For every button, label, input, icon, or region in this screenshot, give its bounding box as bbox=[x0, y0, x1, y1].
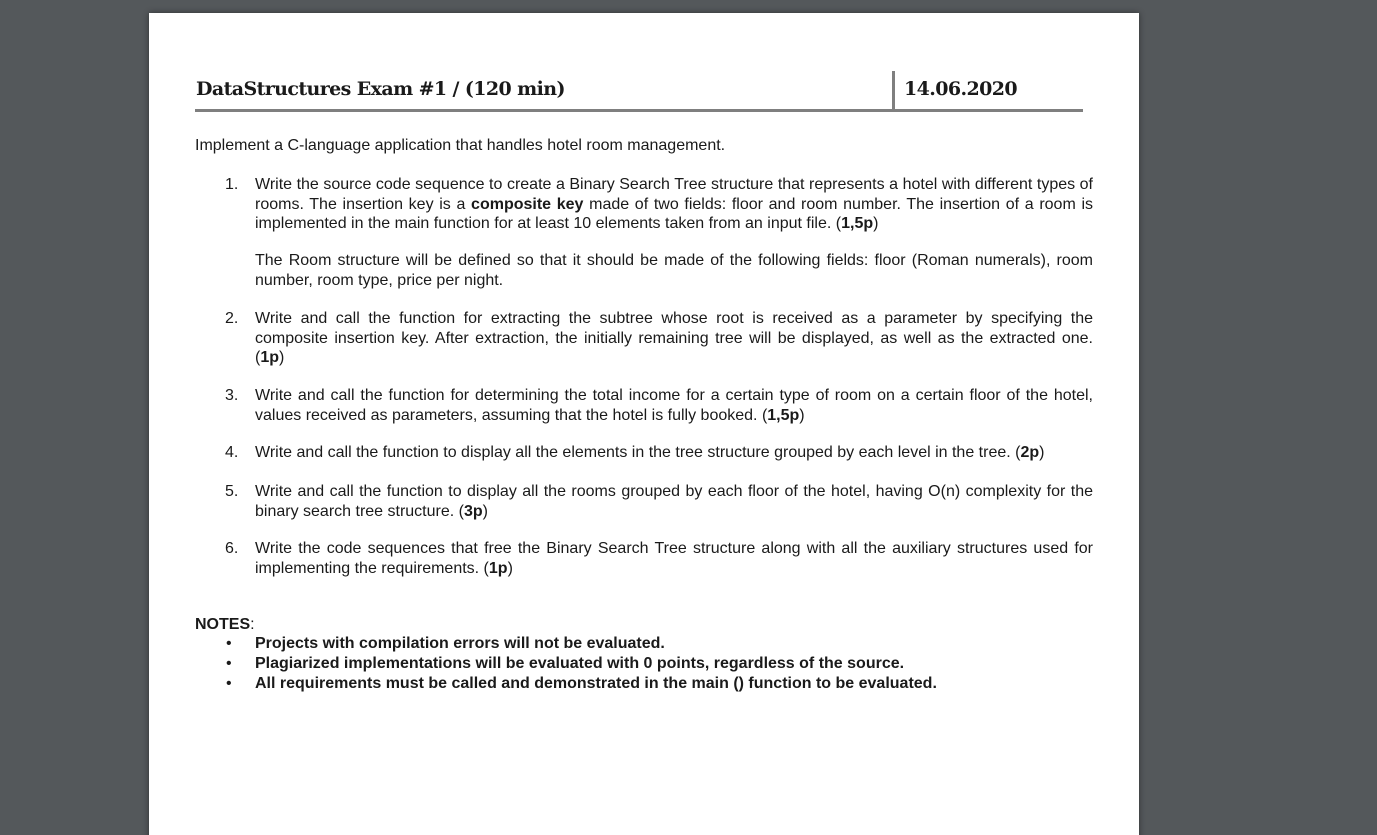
requirement-item: Write the code sequences that free the Binary Search Tree structure along with all the auxiliary structures used for implementing the requirements. (1p) bbox=[255, 540, 1093, 577]
requirement-item: Write and call the function to display all the rooms grouped by each floor of the hotel, having O(n) complexity for the binary search tree structure. (3p) bbox=[255, 483, 1093, 520]
document-page bbox=[149, 13, 1139, 835]
points-value: 1p bbox=[488, 559, 508, 577]
intro-text: Implement a C-language application that handles hotel room management. bbox=[195, 137, 726, 154]
exam-title: DataStructures Exam #1 / (120 min) bbox=[196, 78, 565, 100]
requirement-item: Write and call the function to display all the elements in the tree structure grouped by each level in the tree. (2p) bbox=[255, 444, 1045, 461]
requirement-number: 2. bbox=[225, 310, 239, 327]
header-divider bbox=[892, 71, 895, 109]
requirement-detail: The Room structure will be defined so that it should be made of the following fields: floor (Roman numerals), room number, room type, price per night. bbox=[255, 252, 1093, 289]
requirement-number: 4. bbox=[225, 444, 239, 461]
requirement-number: 5. bbox=[225, 483, 239, 500]
requirement-number: 1. bbox=[225, 176, 239, 193]
note-item: All requirements must be called and demonstrated in the main () function to be evaluated. bbox=[255, 675, 937, 692]
bullet-icon: • bbox=[226, 675, 232, 692]
note-item: Projects with compilation errors will not be evaluated. bbox=[255, 635, 665, 652]
emphasis-text: composite key bbox=[471, 195, 584, 213]
exam-date: 14.06.2020 bbox=[904, 78, 1017, 100]
points-value: 1p bbox=[260, 349, 279, 366]
note-item: Plagiarized implementations will be evaluated with 0 points, regardless of the source. bbox=[255, 655, 905, 672]
requirement-number: 6. bbox=[225, 540, 239, 557]
requirement-item: Write and call the function for extracting the subtree whose root is received as a parameter by specifying the composite insertion key. After extraction, the initially remaining tree will be displayed, as well as the extracted one. (1p) bbox=[255, 310, 1093, 366]
points-value: 3p bbox=[463, 502, 483, 520]
exam-header bbox=[195, 71, 1083, 112]
points-value: 1,5p bbox=[767, 406, 800, 424]
bullet-icon: • bbox=[226, 635, 232, 652]
bullet-icon: • bbox=[226, 655, 232, 672]
requirement-item: Write and call the function for determining the total income for a certain type of room on a certain floor of the hotel, values received as parameters, assuming that the hotel is fully booked. (1,5p) bbox=[255, 387, 1093, 424]
points-value: 2p bbox=[1020, 444, 1040, 461]
requirement-number: 3. bbox=[225, 387, 239, 404]
requirement-item: Write the source code sequence to create a Binary Search Tree structure that represents a hotel with different types of rooms. The insertion key is a composite key made of two fields: floor and room number. The insertion of a room is implemented in the main function for at least 10 elements taken from an input file. (1,5p) bbox=[255, 176, 1094, 232]
points-value: 1,5p bbox=[841, 215, 874, 232]
notes-title: NOTES: bbox=[195, 616, 255, 633]
